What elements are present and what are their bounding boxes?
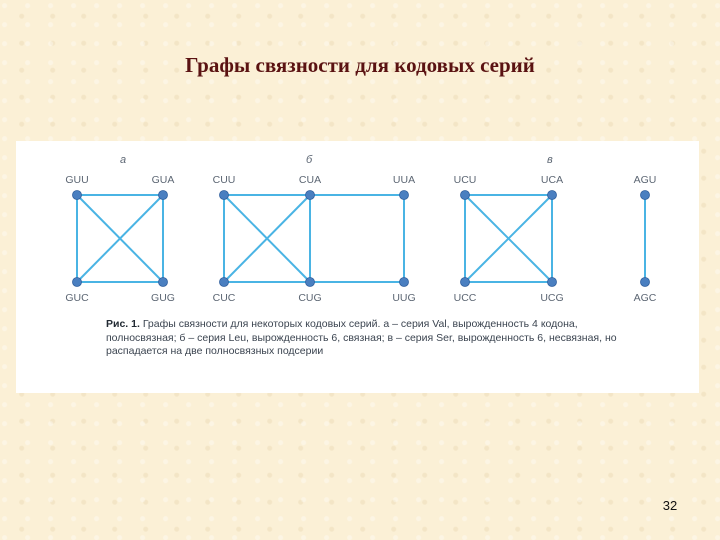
graph-node (400, 278, 409, 287)
graph-panel-1 (65, 154, 175, 304)
graph-node (548, 191, 557, 200)
graph-node (400, 191, 409, 200)
page-number: 32 (662, 498, 678, 513)
node-label: CUC (212, 292, 236, 304)
slide-title: Графы связности для кодовых серий (185, 53, 535, 77)
node-label: GUC (65, 292, 89, 304)
graph-panel-2 (213, 154, 416, 304)
graph-node (461, 191, 470, 200)
panel-letter: а (120, 154, 127, 166)
node-label: GUU (65, 174, 89, 186)
panel-letter: б (306, 154, 313, 166)
node-label: UUG (392, 292, 416, 304)
graph-node (220, 191, 229, 200)
caption-head: Рис. 1. (106, 318, 140, 330)
graph-node (73, 191, 82, 200)
node-label: GUA (151, 174, 175, 186)
node-label: CUG (298, 292, 322, 304)
figure-caption (106, 318, 626, 359)
panel-letter: в (547, 154, 553, 166)
node-label: CUA (298, 174, 322, 186)
node-label: CUU (212, 174, 236, 186)
node-label: AGU (633, 174, 657, 186)
node-label: AGC (633, 292, 657, 304)
codon-graphs (16, 141, 699, 311)
node-label: GUG (151, 292, 175, 304)
graph-node (641, 278, 650, 287)
node-label: UCC (453, 292, 477, 304)
graph-panel-3 (454, 154, 657, 304)
graph-node (306, 191, 315, 200)
graph-node (159, 278, 168, 287)
node-label: UCU (453, 174, 477, 186)
node-label: UUA (392, 174, 416, 186)
graph-node (306, 278, 315, 287)
graph-node (461, 278, 470, 287)
figure-panel (16, 141, 699, 393)
graph-node (220, 278, 229, 287)
node-label: UCG (540, 292, 564, 304)
graph-node (159, 191, 168, 200)
graph-node (641, 191, 650, 200)
graph-node (548, 278, 557, 287)
node-label: UCA (540, 174, 564, 186)
caption-text: Графы связности для некоторых кодовых серий. а – серия Val, вырожденность 4 кодона, полносвязная; б – серия Leu, вырожденность 6, связная; в – серия Ser, вырожденность 6, несвязная, но распадается на две полносвязных подсерии (106, 318, 617, 357)
graph-node (73, 278, 82, 287)
